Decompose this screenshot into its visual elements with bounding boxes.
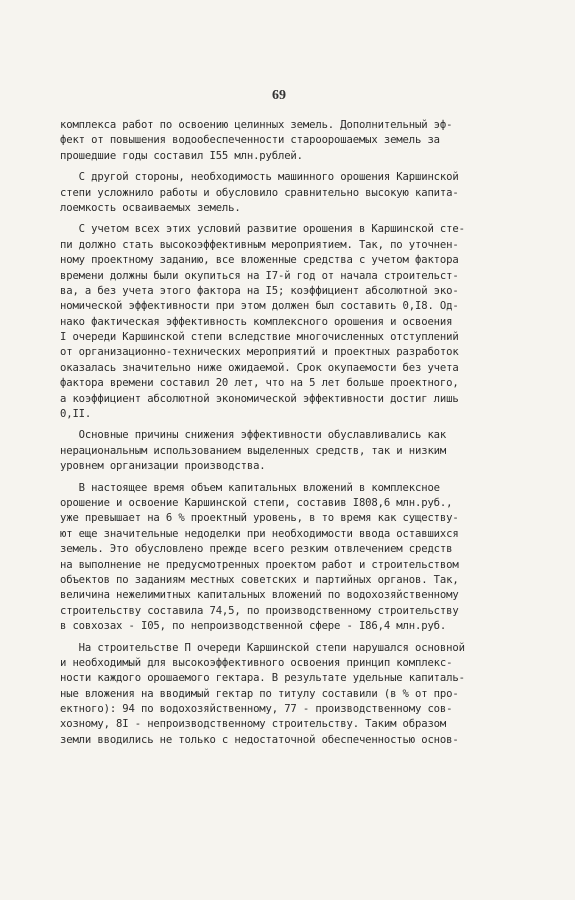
text-line: ектного): 94 по водохозяйственному, 77 - производственному сов- (60, 703, 453, 716)
text-line: величина нежелимитных капитальных вложений по водохозяйственному (60, 589, 459, 602)
paragraph (60, 222, 528, 422)
text-line: С другой стороны, необходимость машинного орошения Каршинской (60, 171, 459, 184)
paragraph (60, 118, 528, 164)
text-line: ют еще значительные недоделки при необходимости ввода оставшихся (60, 527, 459, 540)
text-line: строительству составила 74,5, по производственному строительству (60, 604, 459, 617)
text-line: хозному, 8I - непроизводственному строительству. Таким образом (60, 718, 447, 731)
paragraph (60, 481, 528, 635)
text-line: нако фактическая эффективность комплексного орошения и освоения (60, 315, 453, 328)
text-line: Основные причины снижения эффективности обуславливались как (60, 429, 447, 442)
text-line: На строительстве П очереди Каршинской степи нарушался основной (60, 641, 465, 654)
text-line: земель. Это обусловлено прежде всего резким отвлечением средств (60, 543, 453, 556)
text-line: оказалась значительно ниже ожидаемой. Срок окупаемости без учета (60, 361, 459, 374)
paragraph (60, 641, 528, 749)
text-line: уже превышает на 6 % проектный уровень, в то время как существу- (60, 512, 459, 525)
body-text (60, 118, 528, 748)
text-line: ва, а без учета этого фактора на I5; коэффициент абсолютной эко- (60, 284, 459, 297)
text-line: С учетом всех этих условий развитие орошения в Каршинской сте- (60, 223, 465, 236)
text-line: нерациональным использованием выделенных средств, так и низким (60, 444, 447, 457)
text-line: ности каждого орошаемого гектара. В результате удельные капиталь- (60, 672, 465, 685)
text-line: ному проектному заданию, все вложенные средства с учетом фактора (60, 254, 459, 267)
text-line: и необходимый для высокоэффективного освоения принцип комплекс- (60, 656, 453, 669)
text-line: в совхозах - I05, по непроизводственной сфере - I86,4 млн.руб. (60, 620, 447, 633)
text-line: 0,II. (60, 408, 92, 421)
text-line: а коэффициент абсолютной экономической эффективности достиг лишь (60, 392, 459, 405)
text-line: земли вводились не только с недостаточной обеспеченностью основ- (60, 733, 459, 746)
paragraph (60, 428, 528, 474)
text-line: на выполнение не предусмотренных проектом работ и строительством (60, 558, 459, 571)
text-line: орошение и освоение Каршинской степи, составив I808,6 млн.руб., (60, 496, 453, 509)
text-line: лоемкость осваиваемых земель. (60, 201, 241, 214)
text-line: фактора времени составил 20 лет, что на 5 лет больше проектного, (60, 377, 459, 390)
text-line: В настоящее время объем капитальных вложений в комплексное (60, 481, 440, 494)
text-line: номической эффективности при этом должен был составить 0,I8. Од- (60, 300, 459, 313)
text-line: времени должны были окупиться на I7-й год от начала строительст- (60, 269, 459, 282)
text-line: ные вложения на вводимый гектар по титулу составили (в % от про- (60, 687, 459, 700)
page-number: 69 (272, 88, 286, 103)
text-line: фект от повышения водообеспеченности староорошаемых земель за (60, 134, 440, 147)
text-line: пи должно стать высокоэффективным мероприятием. Так, по уточнен- (60, 238, 459, 251)
text-line: уровнем организации производства. (60, 460, 266, 473)
text-line: I очереди Каршинской степи вследствие многочисленных отступлений (60, 331, 459, 344)
text-line: от организационно-технических мероприятий и проектных разработок (60, 346, 459, 359)
text-line: прошедшие годы составил I55 млн.рублей. (60, 149, 303, 162)
text-line: комплекса работ по освоению целинных земель. Дополнительный эф- (60, 119, 453, 131)
text-line: объектов по заданиям местных советских и партийных органов. Так, (60, 573, 459, 586)
text-line: степи усложнило работы и обусловило сравнительно высокую капита- (60, 186, 459, 199)
paragraph (60, 170, 528, 216)
